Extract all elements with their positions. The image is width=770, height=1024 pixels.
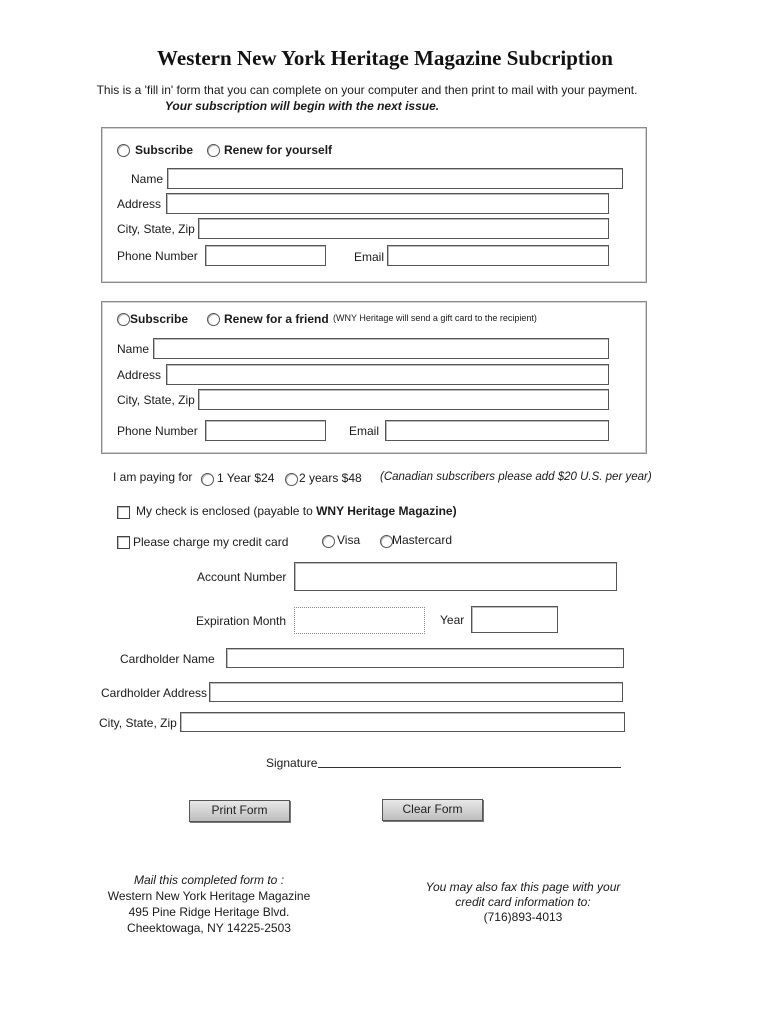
check-enclosed-checkbox[interactable] (117, 506, 130, 519)
one-year-radio[interactable] (201, 473, 214, 486)
friend-subscribe-radio[interactable] (117, 313, 130, 326)
cardholder-address-input[interactable] (209, 682, 623, 702)
cardholder-city-input[interactable] (180, 712, 625, 732)
friend-phone-input[interactable] (205, 420, 326, 441)
friend-address-input[interactable] (166, 364, 609, 385)
mastercard-label: Mastercard (392, 533, 453, 547)
cardholder-city-label: City, State, Zip (99, 716, 177, 730)
self-email-label: Email (354, 250, 385, 264)
mail-heading: Mail this completed form to : (133, 873, 285, 887)
paying-for-label: I am paying for (113, 470, 193, 484)
visa-label: Visa (337, 533, 361, 547)
self-email-input[interactable] (387, 245, 609, 266)
clear-form-button[interactable]: Clear Form (382, 799, 483, 821)
credit-card-checkbox[interactable] (117, 536, 130, 549)
check-payee: WNY Heritage Magazine) (316, 504, 457, 518)
year-label: Year (440, 613, 465, 627)
self-address-label: Address (117, 197, 162, 211)
friend-email-label: Email (349, 424, 380, 438)
expiration-month-label: Expiration Month (196, 614, 287, 628)
self-subscribe-label: Subscribe (135, 143, 194, 157)
friend-name-input[interactable] (153, 338, 609, 359)
friend-name-label: Name (117, 342, 150, 356)
self-subscribe-radio[interactable] (117, 144, 130, 157)
visa-radio[interactable] (322, 535, 335, 548)
cardholder-address-label: Cardholder Address (101, 686, 208, 700)
credit-card-label: Please charge my credit card (133, 535, 289, 549)
self-phone-label: Phone Number (117, 249, 198, 263)
mail-line-1: Western New York Heritage Magazine (107, 889, 311, 903)
friend-renew-radio[interactable] (207, 313, 220, 326)
account-number-input[interactable] (294, 562, 617, 591)
intro-text: This is a 'fill in' form that you can complete on your computer and then print to mail with your payment. (96, 83, 638, 97)
check-enclosed-label (136, 504, 457, 518)
mail-line-2: 495 Pine Ridge Heritage Blvd. (128, 905, 290, 919)
friend-renew-label: Renew for a friend (224, 312, 329, 326)
friend-subscribe-label: Subscribe (130, 312, 189, 326)
self-renew-label: Renew for yourself (224, 143, 333, 157)
self-name-label: Name (131, 172, 164, 186)
mail-line-3: Cheektowaga, NY 14225-2503 (127, 921, 291, 935)
intro-bold-text: Your subscription will begin with the next issue. (164, 99, 440, 113)
print-form-button[interactable]: Print Form (189, 800, 290, 822)
fax-block (412, 880, 634, 925)
check-enclosed-text: My check is enclosed (payable to (136, 504, 317, 518)
one-year-label: 1 Year $24 (217, 471, 275, 485)
cardholder-name-input[interactable] (226, 648, 624, 668)
cardholder-name-label: Cardholder Name (120, 652, 215, 666)
page-title: Western New York Heritage Magazine Subcription (157, 46, 613, 70)
self-name-input[interactable] (167, 168, 623, 189)
friend-email-input[interactable] (385, 420, 609, 441)
year-input[interactable] (471, 606, 558, 633)
self-renew-radio[interactable] (207, 144, 220, 157)
friend-address-label: Address (117, 368, 162, 382)
signature-label: Signature (266, 756, 318, 770)
fax-line-2: credit card information to: (455, 895, 591, 909)
fax-number: (716)893-4013 (483, 910, 563, 924)
two-years-label: 2 years $48 (299, 471, 362, 485)
self-phone-input[interactable] (205, 245, 326, 266)
fax-line-1: You may also fax this page with your (425, 880, 621, 894)
friend-phone-label: Phone Number (117, 424, 198, 438)
mail-address-block (96, 872, 322, 936)
gift-card-note: (WNY Heritage will send a gift card to the recipient) (333, 313, 537, 323)
self-address-input[interactable] (166, 193, 609, 214)
self-city-label: City, State, Zip (117, 222, 195, 236)
two-years-radio[interactable] (285, 473, 298, 486)
self-city-input[interactable] (198, 218, 609, 239)
friend-city-label: City, State, Zip (117, 393, 195, 407)
canada-note: (Canadian subscribers please add $20 U.S. per year) (380, 471, 652, 483)
signature-line[interactable] (318, 767, 621, 768)
expiration-month-input[interactable] (294, 607, 425, 634)
friend-city-input[interactable] (198, 389, 609, 410)
account-number-label: Account Number (197, 570, 287, 584)
